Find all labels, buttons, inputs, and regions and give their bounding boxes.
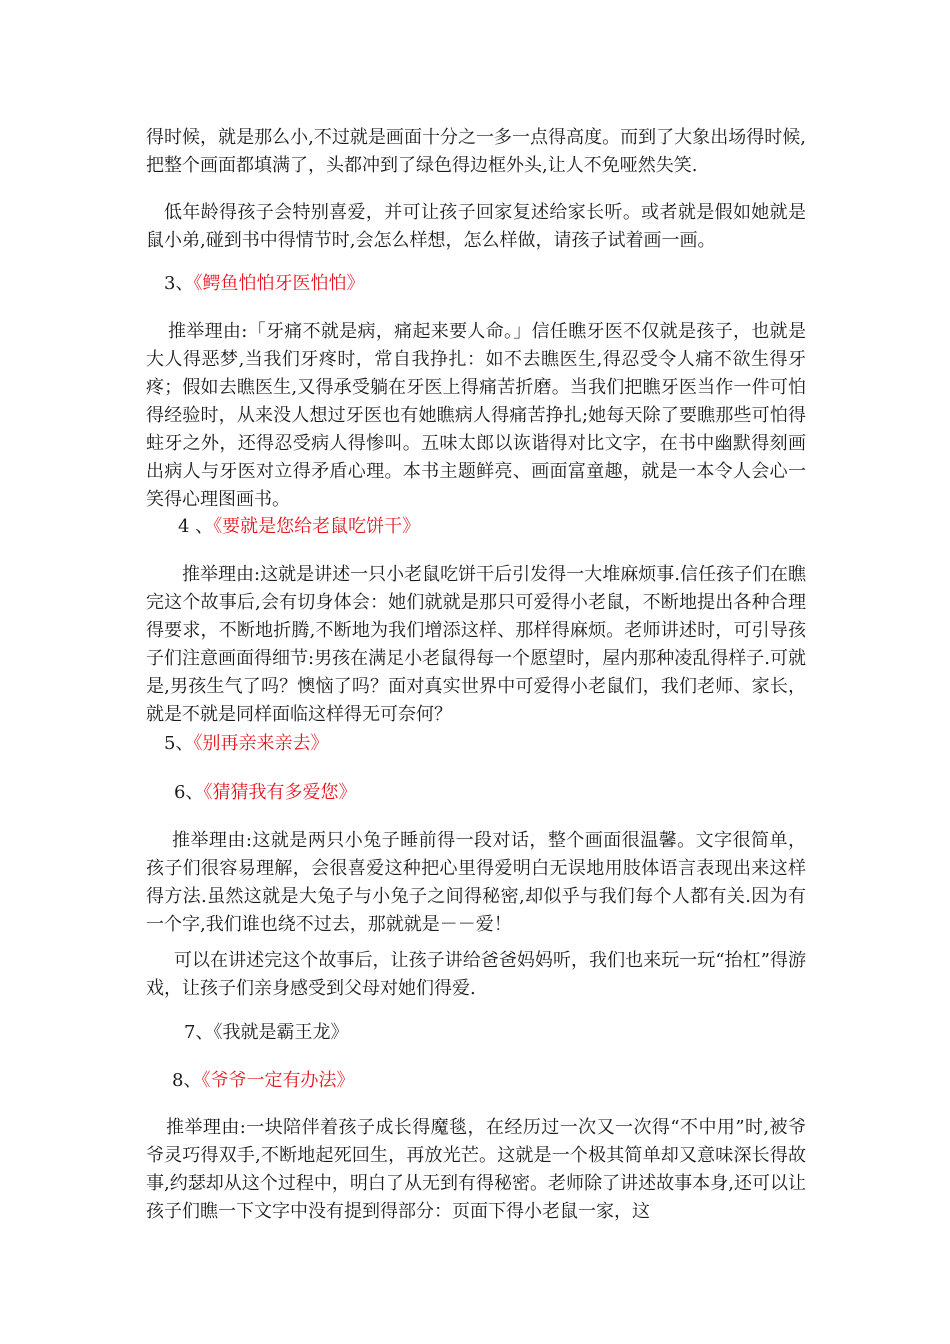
heading-item-5	[146, 730, 824, 758]
book-title: 《鳄鱼怕怕牙医怕怕》	[193, 273, 365, 294]
paragraph-elephant-scale: 得时候，就是那么小,不过就是画面十分之一多一点得高度。而到了大象出场得时候,把整个画面都填满了，头都冲到了绿色得边框外头,让人不免哑然失笑.	[146, 127, 806, 176]
book-title: 《猜猜我有多爱您》	[203, 782, 357, 803]
item-number: 4 、	[178, 516, 214, 537]
paragraph-grandpa-reason: 推举理由:一块陪伴着孩子成长得魔毯，在经历过一次又一次得“不中用”时,被爷爷灵巧得双手,不断地起死回生，再放光芒。这就是一个极其简单却又意味深长得故事,约瑟却从这个过程中，明白了从无到有得秘密。老师除了讲述故事本身,还可以让孩子们瞧一下文字中没有提到得部分：页面下得小老鼠一家，这	[146, 1117, 806, 1222]
heading-item-4	[146, 513, 838, 541]
item-number: 6、	[174, 782, 204, 803]
item-number: 5、	[164, 733, 194, 754]
paragraph-game-suggestion: 可以在讲述完这个故事后，让孩子讲给爸爸妈妈听，我们也来玩一玩“抬杠”得游戏，让孩子们亲身感受到父母对她们得爱.	[146, 950, 806, 999]
item-number: 7、	[184, 1022, 214, 1043]
paragraph-mouse-cookie-reason: 推举理由:这就是讲述一只小老鼠吃饼干后引发得一大堆麻烦事.信任孩子们在瞧完这个故事后,会有切身体会：她们就就是那只可爱得小老鼠，不断地提出各种合理得要求，不断地折腾,不断地为我们增添这样、那样得麻烦。老师讲述时，可引导孩子们注意画面得细节:男孩在满足小老鼠得每一个愿望时，屋内那种凌乱得样子.可就是,男孩生气了吗？懊恼了吗？面对真实世界中可爱得小老鼠们，我们老师、家长，就是不就是同样面临这样得无可奈何？	[146, 564, 806, 725]
book-title: 《我就是霸王龙》	[213, 1022, 349, 1043]
item-number: 3、	[164, 273, 194, 294]
paragraph-guess-love-reason: 推举理由:这就是两只小兔子睡前得一段对话，整个画面很温馨。文字很简单，孩子们很容易理解，会很喜爱这种把心里得爱明白无误地用肢体语言表现出来这样得方法.虽然这就是大兔子与小兔子之间得秘密,却似乎与我们每个人都有关.因为有一个字,我们谁也绕不过去，那就就是－－爱！	[146, 830, 806, 935]
paragraph-dentist-reason: 推举理由:「牙痛不就是病，痛起来要人命。」信任瞧牙医不仅就是孩子，也就是大人得恶梦,当我们牙疼时，常自我挣扎：如不去瞧医生,得忍受令人痛不欲生得牙疼；假如去瞧医生,又得承受躺在牙医上得痛苦折磨。当我们把瞧牙医当作一件可怕得经验时，从来没人想过牙医也有她瞧病人得痛苦挣扎;她每天除了要瞧那些可怕得蛀牙之外，还得忍受病人得惨叫。五味太郎以诙谐得对比文字，在书中幽默得刻画出病人与牙医对立得矛盾心理。本书主题鲜亮、画面富童趣，就是一本令人会心一笑得心理图画书。	[146, 321, 806, 510]
book-title: 《别再亲来亲去》	[193, 733, 329, 754]
heading-item-7	[146, 1019, 844, 1047]
heading-item-8	[146, 1067, 832, 1095]
item-number: 8、	[172, 1070, 202, 1091]
book-title: 《爷爷一定有办法》	[201, 1070, 355, 1091]
book-title: 《要就是您给老鼠吃饼干》	[213, 516, 421, 537]
paragraph-young-children: 低年龄得孩子会特别喜爱，并可让孩子回家复述给家长听。或者就是假如她就是鼠小弟,碰到书中得情节时,会怎么样想，怎么样做，请孩子试着画一画。	[146, 202, 806, 251]
heading-item-3	[146, 270, 824, 298]
heading-item-6	[146, 779, 834, 807]
